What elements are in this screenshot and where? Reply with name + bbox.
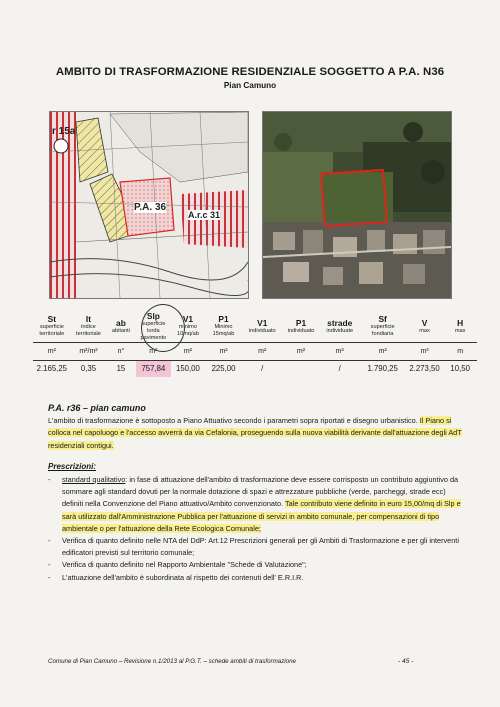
header-cell: Slp superficie lorda pavimento [140, 311, 167, 341]
map-label-r15a: r 15a [52, 126, 76, 137]
prescription-text: : in fase di attuazione dell'ambito di trasformazione deve essere corrisposto un contributo aggiuntivo da sommare agli standard dovuti per la normale dotazione di spazi e attrezzature pubbliche (verde, parcheggi, strade ecc) definiti nella Convenzione del Piano attuativo/Ambito convenzionato. [62, 475, 459, 509]
unit-cell: m³ [406, 342, 444, 360]
parameters-table [33, 311, 477, 377]
header-cell: V max [419, 317, 430, 334]
map-label-arc31: A.r.c 31 [188, 210, 221, 220]
value-cell: 150,00 [176, 364, 200, 374]
header-cell: H max [454, 317, 466, 334]
unit-cell: m [443, 342, 477, 360]
prescription-text: L'attuazione dell'ambito è subordinata al rispetto dei contenuti dell' E.R.I.R. [62, 572, 304, 582]
section-paragraph-text: L'ambito di trasformazione è sottoposto a Piano Attuativo secondo i parametri sopra riportati e disegno urbanistico. [48, 416, 420, 425]
header-cell: It indice territoriale [76, 314, 101, 338]
section-paragraph-highlight: Il Piano si colloca nel capoluogo e l'accesso avverrà da via Cefalonia, proseguendo sulla nuova viabilità derivante dall'attuazione degli AdT residenziali contigui. [48, 416, 462, 450]
map-label-pa36: P.A. 36 [134, 202, 167, 213]
header-cell: Sf superficie fondiaria [370, 314, 395, 338]
slp-hand-circle [141, 304, 185, 352]
value-cell [282, 360, 320, 377]
header-cell: strade individuate [326, 317, 354, 334]
table-header-row [33, 311, 477, 342]
unit-cell: m² [360, 342, 406, 360]
header-cell: V1 minimo 10mq/ab [177, 314, 199, 338]
prescriptions-title: Prescrizioni: [48, 462, 97, 471]
value-cell: / [261, 364, 264, 374]
page-title: AMBITO DI TRASFORMAZIONE RESIDENZIALE SOGGETTO A P.A. N36 [55, 66, 445, 78]
page-subtitle: Pian Camuno [223, 81, 277, 90]
prescriptions-list [48, 474, 468, 584]
prescription-text: Verifica di quanto definito nel Rapporto Ambientale "Schede di Valutazione"; [62, 560, 307, 570]
prescription-highlight: Tale contributo viene definito in euro 15,00/mq di Slp e sarà utilizzato dall'Amministrazione Pubblica per l'attuazione di servizi in ambito comunale, per compensazioni di tipo ambientale o per l'attuazione della Rete Ecologica Comunale; [62, 499, 461, 533]
section-paragraph [48, 415, 464, 452]
value-cell: 15 [116, 364, 126, 374]
value-cell: 225,00 [211, 364, 236, 374]
unit-cell: m² [282, 342, 320, 360]
unit-cell: m² [242, 342, 282, 360]
unit-cell: n° [106, 342, 135, 360]
footer-text: Comune di Pian Camuno – Revisione n.1/2013 al P.G.T. – schede ambiti di trasformazione [48, 658, 296, 665]
section-title: P.A. r36 – pian camuno [48, 403, 146, 413]
header-cell: P1 Minimo 15mq/ab [212, 314, 235, 338]
prescription-item: - standard qualitativo: in fase di attuazione dell'ambito di trasformazione deve essere corrisposto un contributo aggiuntivo da sommare agli standard dovuti per la normale dotazione di spazi e attrezzature pubbliche (verde, parcheggi, strade ecc) definiti nella Convenzione del Piano attuativo/Ambito convenzionato. Tale contributo viene definito in euro 15,00/mq di Slp e sarà utilizzato dall'Amministrazione Pubblica per l'attuazione di servizi in ambito comunale, per compensazioni di tipo ambientale o per l'attuazione della Rete Ecologica Comunale; [48, 475, 461, 533]
value-cell-slp: 757,84 [136, 360, 172, 377]
table-values-row [33, 360, 477, 377]
header-cell: St superficie territoriale [39, 314, 65, 338]
page-number: - 45 - [398, 658, 414, 665]
unit-cell: m² [171, 342, 205, 360]
header-cell: V1 individuato [248, 317, 276, 334]
aerial-photo [262, 111, 452, 299]
value-cell: 10,50 [450, 364, 470, 374]
value-cell: 2.165,25 [36, 364, 68, 374]
value-cell: 1.790,25 [367, 364, 398, 374]
prescription-item: - Verifica di quanto definito nel Rapporto Ambientale "Schede di Valutazione"; [48, 560, 307, 570]
header-cell: P1 individuato [287, 317, 315, 334]
value-cell: 2.273,50 [409, 364, 440, 374]
prescription-item: - L'attuazione dell'ambito è subordinata al rispetto dei contenuti dell' E.R.I.R. [48, 572, 304, 582]
value-cell: 0,35 [80, 364, 97, 374]
value-cell: / [338, 364, 341, 374]
unit-cell: m² [205, 342, 243, 360]
header-cell: ab abitanti [111, 317, 130, 334]
aerial-photo-image [263, 112, 451, 298]
unit-cell: m² [33, 342, 71, 360]
prescription-item: - Verifica di quanto definito nelle NTA del DdP: Art.12 Prescrizioni generali per gli Ambiti di Trasformazione e per gli interventi edificatori previsti sul territorio comunale; [48, 536, 459, 558]
table-units-row [33, 342, 477, 360]
unit-cell: m²/m² [71, 342, 107, 360]
unit-cell: m² [136, 342, 172, 360]
cadastral-map [49, 111, 249, 299]
unit-cell: m² [320, 342, 360, 360]
prescription-text: Verifica di quanto definito nelle NTA del DdP: Art.12 Prescrizioni generali per gli Ambiti di Trasformazione e per gli interventi edificatori previsti sul territorio comunale; [62, 536, 459, 558]
prescription-keyword: standard qualitativo [62, 475, 126, 484]
